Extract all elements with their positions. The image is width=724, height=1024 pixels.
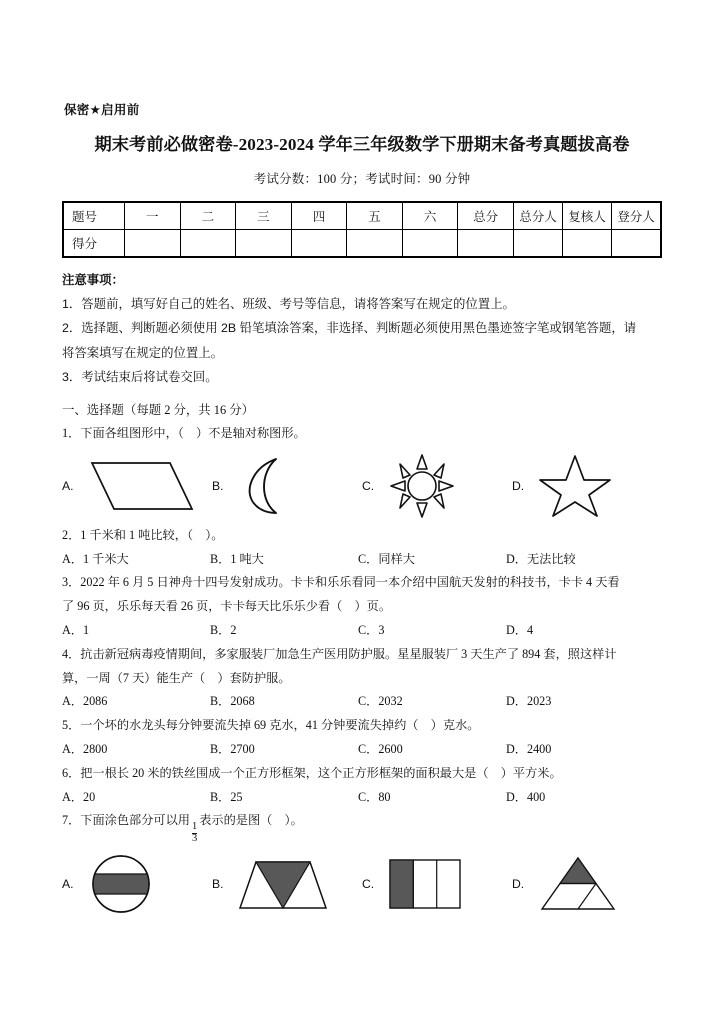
page-title: 期末考前必做密卷-2023-2024 学年三年级数学下册期末备考真题拔高卷 [94, 135, 630, 154]
score-table [62, 201, 662, 258]
row-header-question-number: 题号 [63, 202, 125, 230]
score-entry-cell[interactable] [236, 230, 292, 258]
table-cell: 二 [180, 202, 236, 230]
sun-icon [386, 453, 458, 519]
option-label-c: C. [362, 877, 375, 892]
instructions-heading: 注意事项： [62, 273, 124, 287]
option-a[interactable]: A．2800 [62, 741, 108, 756]
parallelogram-icon [86, 457, 198, 515]
score-entry-cell[interactable] [180, 230, 236, 258]
option-label-b: B. [212, 877, 224, 892]
option-c[interactable]: C．2032 [358, 694, 403, 709]
option-label-c: C. [362, 478, 375, 493]
question-3-stem-line-1: 3．2022 年 6 月 5 日神舟十四号发射成功。卡卡和乐乐看同一本介绍中国航天发射的科技书，卡卡 4 天看 [62, 575, 620, 590]
option-a[interactable]: A．1 [62, 623, 90, 638]
option-a[interactable]: A．1 千米大 [62, 551, 129, 566]
option-b[interactable]: B．25 [210, 789, 243, 804]
table-cell: 六 [402, 202, 458, 230]
table-row [63, 230, 661, 258]
table-cell: 总分人 [514, 202, 563, 230]
question-4-stem-line-2: 算，一周（7 天）能生产（ ）套防护服。 [62, 670, 291, 685]
table-row [63, 202, 661, 230]
question-7-stem-suffix: 表示的是图（ ）。 [199, 813, 303, 828]
question-4-stem-line-1: 4．抗击新冠病毒疫情期间，多家服装厂加急生产医用防护服。星星服装厂 3 天生产了 894 套，照这样计 [62, 646, 617, 661]
option-a[interactable] [62, 457, 212, 515]
question-6-options [62, 786, 662, 810]
question-4-options [62, 690, 662, 714]
table-cell: 登分人 [612, 202, 662, 230]
option-b[interactable] [212, 854, 362, 914]
option-d[interactable]: D．4 [506, 623, 534, 638]
option-c[interactable]: C．80 [358, 789, 391, 804]
table-cell: 复核人 [563, 202, 612, 230]
option-b[interactable]: B．2 [210, 623, 237, 638]
table-cell: 总分 [458, 202, 514, 230]
option-label-d: D. [512, 877, 525, 892]
circle-band-icon [86, 851, 156, 917]
option-a[interactable]: A．20 [62, 789, 96, 804]
question-3-stem-line-2: 了 96 页，乐乐每天看 26 页，卡卡每天比乐乐少看（ ）页。 [62, 599, 392, 614]
table-cell: 一 [125, 202, 181, 230]
score-entry-cell[interactable] [612, 230, 662, 258]
fraction-one-third [192, 822, 197, 844]
table-cell: 三 [236, 202, 292, 230]
option-label-a: A. [62, 478, 74, 493]
table-cell: 四 [291, 202, 347, 230]
instructions-block [62, 268, 662, 389]
question-2-options [62, 548, 662, 572]
section-heading-multiple-choice: 一、选择题（每题 2 分，共 16 分） [62, 402, 255, 417]
score-entry-cell[interactable] [291, 230, 347, 258]
row-header-score: 得分 [63, 230, 125, 258]
option-c[interactable]: C．3 [358, 623, 385, 638]
table-cell: 五 [347, 202, 403, 230]
option-c[interactable] [362, 854, 512, 914]
option-a[interactable] [62, 851, 212, 917]
exam-meta: 考试分数：100 分；考试时间：90 分钟 [253, 172, 471, 186]
score-entry-cell[interactable] [125, 230, 181, 258]
fraction-denominator: 3 [191, 832, 198, 844]
question-1-figure-options [62, 450, 662, 522]
question-5-stem: 5．一个坏的水龙头每分钟要流失掉 69 克水，41 分钟要流失掉约（ ）克水。 [62, 718, 480, 733]
question-3-options [62, 619, 662, 643]
question-7-figure-options [62, 848, 662, 920]
instruction-item: 将答案填写在规定的位置上。 [62, 345, 224, 360]
question-2-stem: 2．1 千米和 1 吨比较，（ ）。 [62, 527, 224, 542]
option-d[interactable]: D．400 [506, 789, 546, 804]
fraction-numerator: 1 [191, 821, 198, 832]
option-label-b: B. [212, 478, 224, 493]
option-d[interactable] [512, 853, 662, 915]
score-entry-cell[interactable] [563, 230, 612, 258]
option-label-d: D. [512, 478, 525, 493]
score-entry-cell[interactable] [402, 230, 458, 258]
question-7-stem-prefix: 7．下面涂色部分可以用 [62, 813, 190, 828]
question-6-stem: 6．把一根长 20 米的铁丝围成一个正方形框架，这个正方形框架的面积最大是（ ）平方米。 [62, 765, 562, 780]
option-d[interactable] [512, 453, 662, 519]
option-d[interactable]: D．2400 [506, 741, 552, 756]
score-entry-cell[interactable] [514, 230, 563, 258]
instruction-item: 1．答题前，填写好自己的姓名、班级、考号等信息，请将答案写在规定的位置上。 [62, 297, 515, 312]
page-content [62, 100, 662, 922]
instruction-item: 3．考试结束后将试卷交回。 [62, 369, 218, 384]
option-b[interactable] [212, 455, 362, 517]
option-c[interactable]: C．同样大 [358, 551, 415, 566]
option-c[interactable]: C．2600 [358, 741, 403, 756]
star-icon [536, 453, 614, 519]
option-b[interactable]: B．1 吨大 [210, 551, 264, 566]
crescent-moon-icon [236, 455, 296, 517]
trapezoid-shaded-triangle-icon [236, 854, 330, 914]
question-5-options [62, 738, 662, 762]
option-label-a: A. [62, 877, 74, 892]
secrecy-notice: 保密★启用前 [64, 103, 140, 117]
score-entry-cell[interactable] [458, 230, 514, 258]
option-b[interactable]: B．2700 [210, 741, 255, 756]
question-1-stem: 1．下面各组图形中，（ ）不是轴对称图形。 [62, 426, 306, 441]
option-d[interactable]: D．无法比较 [506, 551, 576, 566]
instruction-item: 2．选择题、判断题必须使用 2B 铅笔填涂答案，非选择、判断题必须使用黑色墨迹签字笔或钢笔答题，请 [62, 321, 637, 336]
rectangle-thirds-icon [386, 854, 464, 914]
option-d[interactable]: D．2023 [506, 694, 552, 709]
question-7-stem [62, 809, 662, 844]
option-c[interactable] [362, 453, 512, 519]
option-a[interactable]: A．2086 [62, 694, 108, 709]
triangle-quarters-icon [536, 853, 620, 915]
score-entry-cell[interactable] [347, 230, 403, 258]
option-b[interactable]: B．2068 [210, 694, 255, 709]
